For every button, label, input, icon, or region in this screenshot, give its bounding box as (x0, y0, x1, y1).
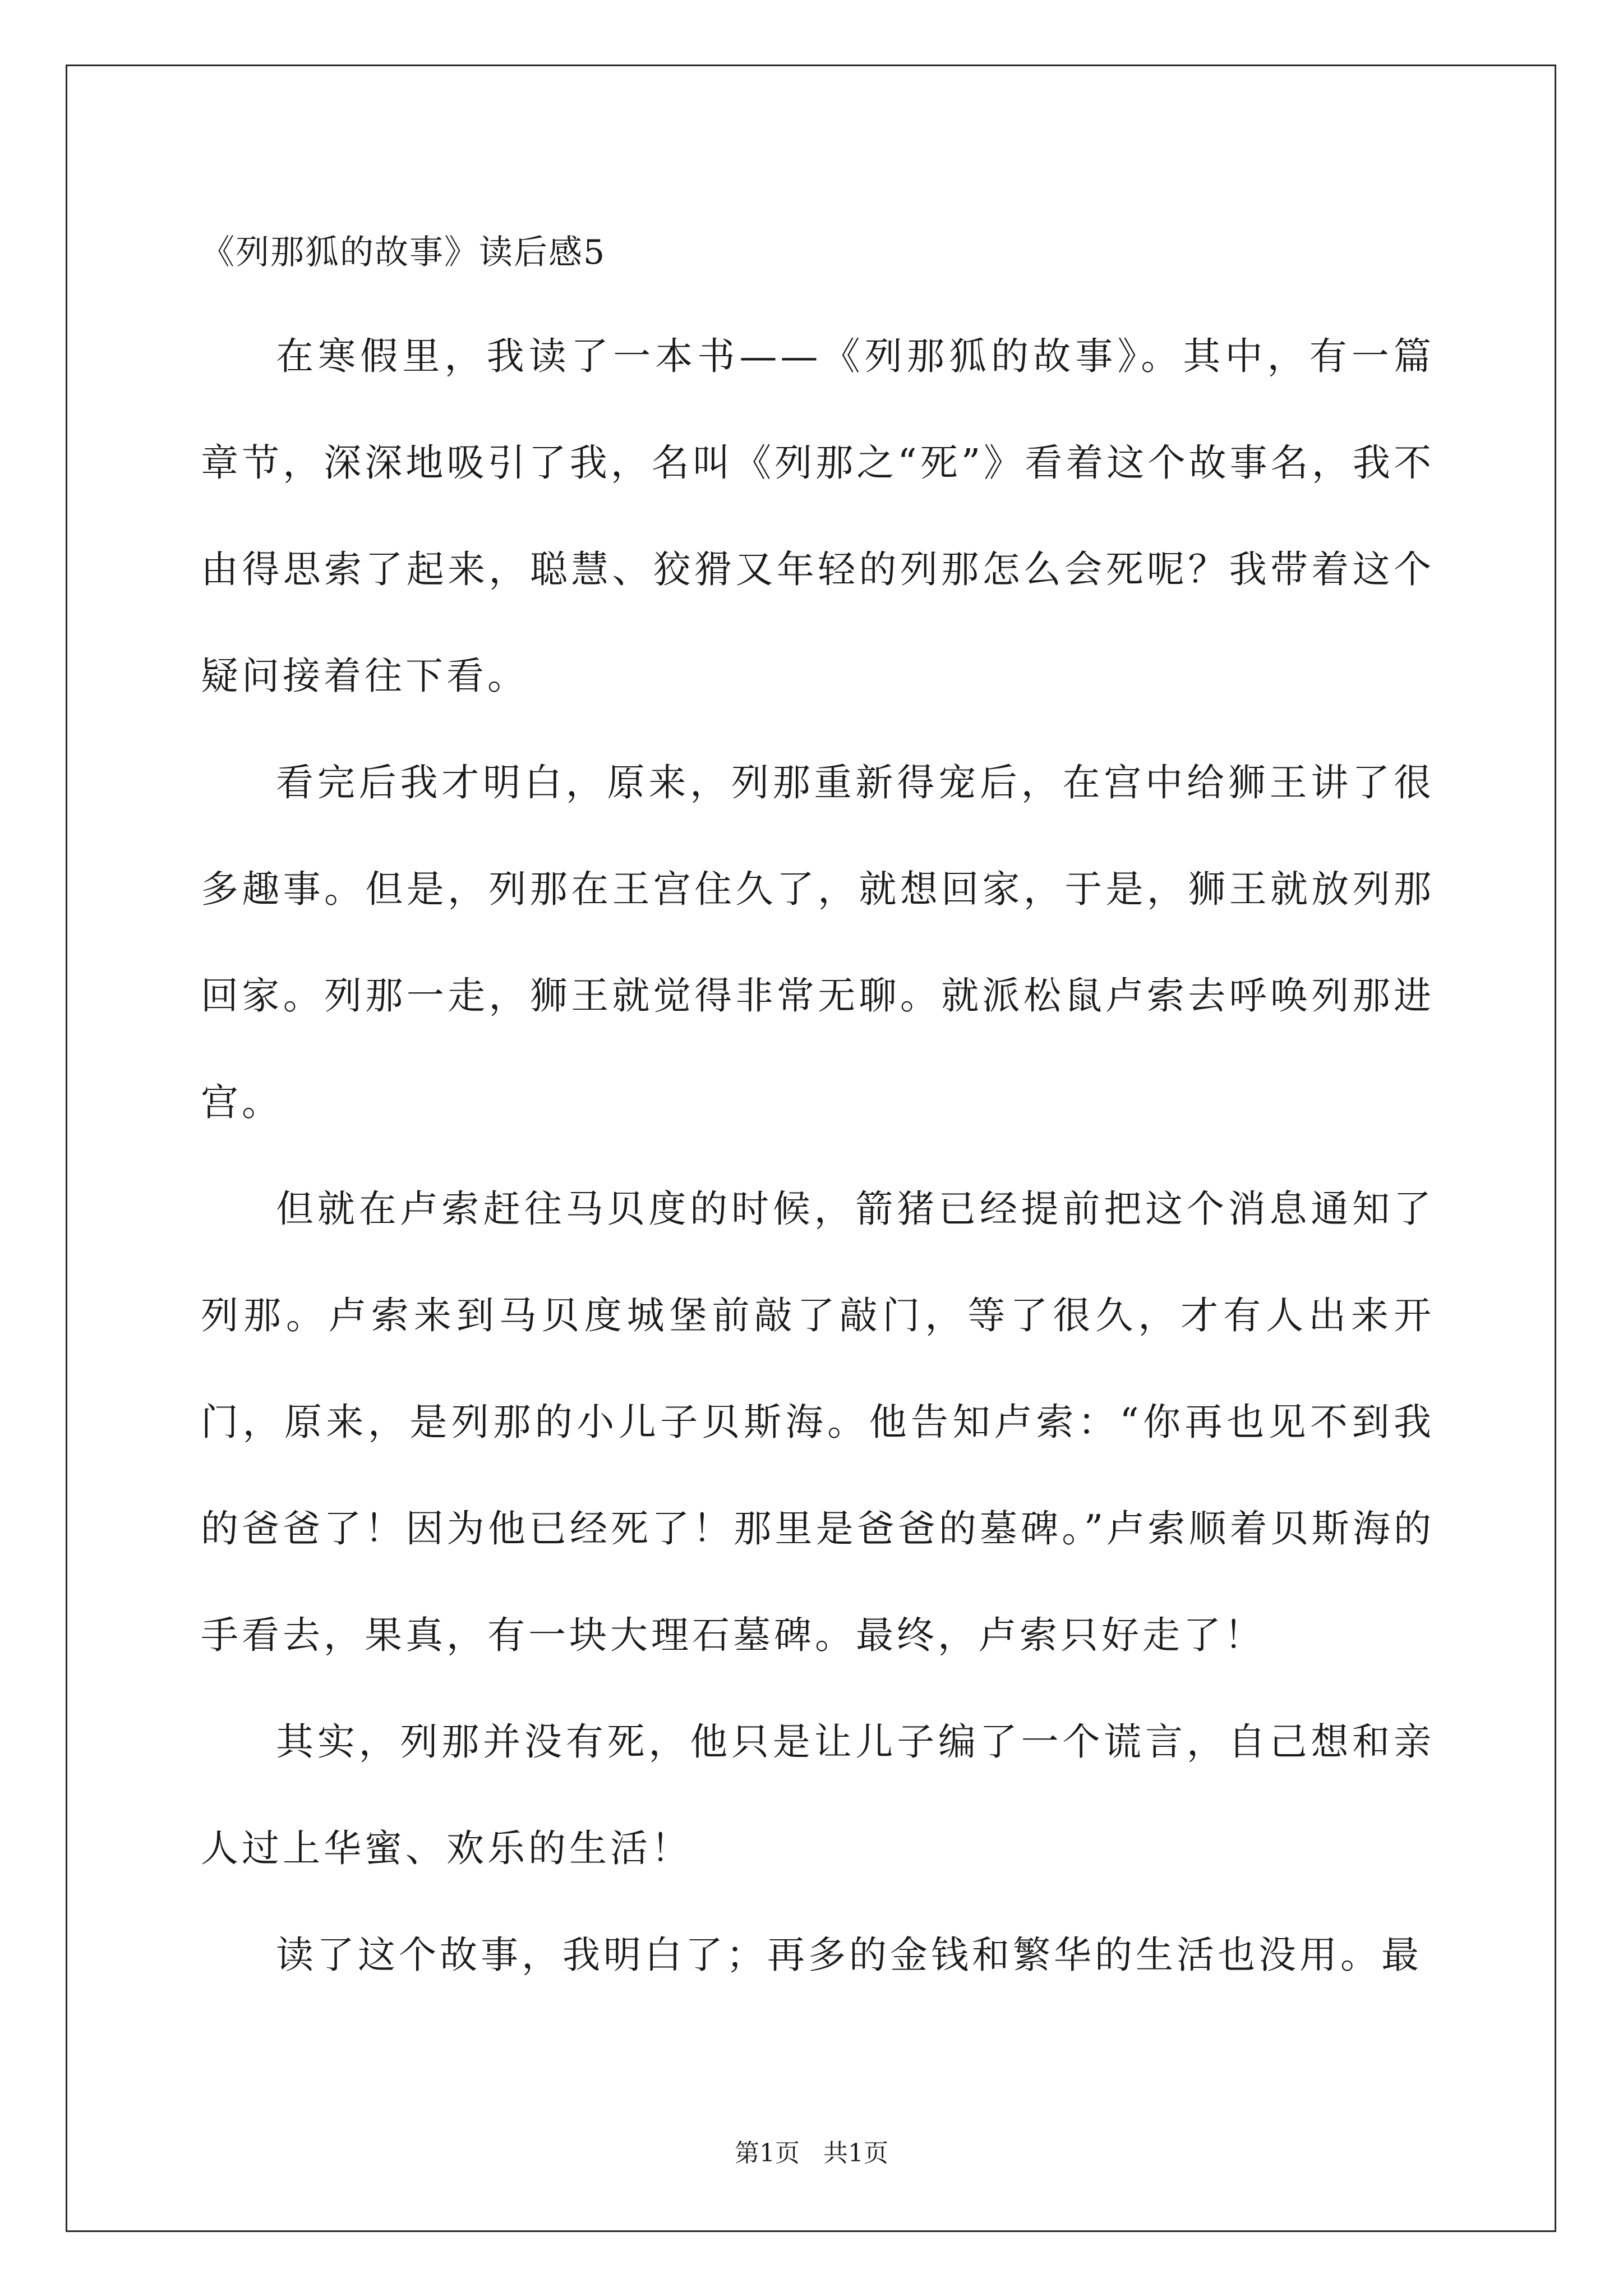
paragraph: 在寒假里，我读了一本书——《列那狐的故事》。其中，有一篇章节，深深地吸引了我，名叫《列那之“死”》看着这个故事名，我不由得思索了起来，聪慧、狡猾又年轻的列那怎么会死呢？我带着这个疑问接着往下看。 (201, 334, 1435, 698)
paragraph: 读了这个故事，我明白了；再多的金钱和繁华的生活也没用。最 (276, 1933, 1422, 1977)
document-title: 《列那狐的故事》读后感5 (201, 233, 606, 272)
page-footer: 第1页 共1页 (735, 2139, 888, 2168)
paragraph: 但就在卢索赶往马贝度的时候，箭猪已经提前把这个消息通知了列那。卢索来到马贝度城堡前敲了敲门，等了很久，才有人出来开门，原来，是列那的小儿子贝斯海。他告知卢索：“你再也见不到我的爸爸了！因为他已经死了！那里是爸爸的墓碑。”卢索顺着贝斯海的手看去，果真，有一块大理石墓碑。最终，卢索只好走了！ (201, 1187, 1435, 1657)
document-body (201, 213, 1435, 2008)
paragraph: 看完后我才明白，原来，列那重新得宠后，在宫中给狮王讲了很多趣事。但是，列那在王宫住久了，就想回家，于是，狮王就放列那回家。列那一走，狮王就觉得非常无聊。就派松鼠卢索去呼唤列那进宫。 (201, 761, 1435, 1124)
paragraph: 其实，列那并没有死，他只是让儿子编了一个谎言，自己想和亲人过上华蜜、欢乐的生活！ (201, 1720, 1435, 1870)
